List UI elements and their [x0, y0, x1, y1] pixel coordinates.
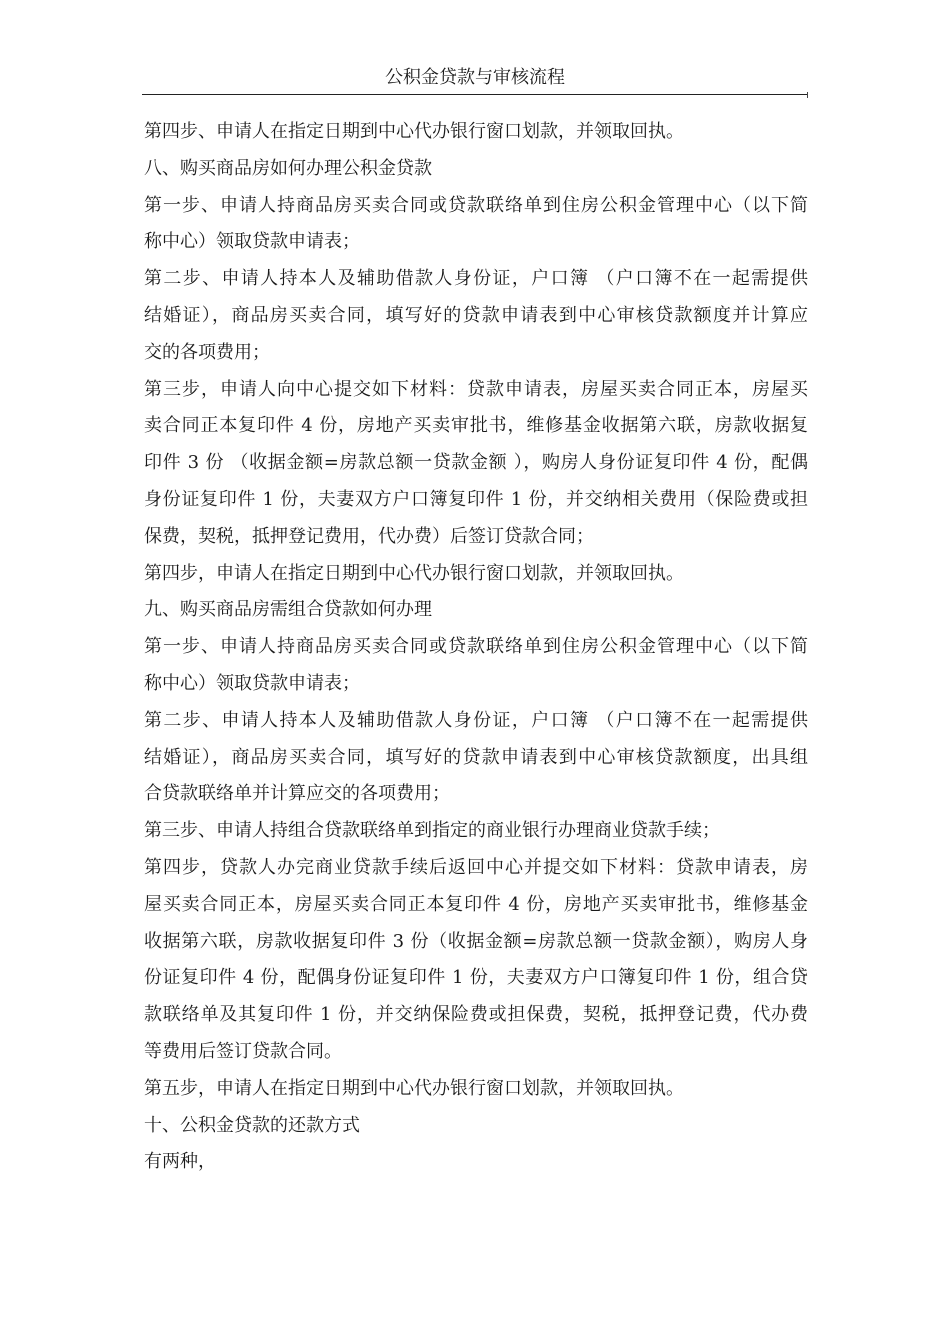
text-line: 十、公积金贷款的还款方式 — [144, 1114, 360, 1136]
text-line: 九、购买商品房需组合贷款如何办理 — [144, 599, 432, 621]
text-line: 第二步、申请人持本人及辅助借款人身份证，户口簿 （户口簿不在一起需提供 — [144, 268, 808, 290]
text-line: 第一步、申请人持商品房买卖合同或贷款联络单到住房公积金管理中心（以下简 — [144, 636, 808, 658]
text-line: 收据第六联，房款收据复印件 3 份（收据金额=房款总额一贷款金额），购房人身 — [144, 930, 808, 952]
text-line: 第四步，贷款人办完商业贷款手续后返回中心并提交如下材料：贷款申请表，房 — [144, 856, 808, 878]
page-header-title: 公积金贷款与审核流程 — [385, 67, 565, 88]
header-divider-tick — [807, 92, 808, 98]
text-line: 交的各项费用； — [144, 341, 270, 363]
text-line: 第二步、申请人持本人及辅助借款人身份证，户口簿 （户口簿不在一起需提供 — [144, 709, 808, 731]
text-line: 等费用后签订贷款合同。 — [144, 1040, 342, 1062]
text-line: 第一步、申请人持商品房买卖合同或贷款联络单到住房公积金管理中心（以下简 — [144, 194, 808, 216]
header-divider — [142, 94, 808, 95]
text-line: 称中心）领取贷款申请表； — [144, 231, 360, 253]
text-line: 份证复印件 4 份，配偶身份证复印件 1 份，夫妻双方户口簿复印件 1 份，组合贷 — [144, 967, 808, 989]
text-line: 第五步，申请人在指定日期到中心代办银行窗口划款，并领取回执。 — [144, 1077, 684, 1099]
text-line: 第四步、申请人在指定日期到中心代办银行窗口划款，并领取回执。 — [144, 121, 684, 142]
text-line: 第三步，申请人向中心提交如下材料：贷款申请表，房屋买卖合同正本，房屋买 — [144, 378, 808, 400]
text-line: 印件 3 份 （收据金额=房款总额一贷款金额 ），购房人身份证复印件 4 份，配偶 — [144, 452, 808, 474]
document-body — [144, 114, 808, 1181]
text-line: 有两种， — [144, 1151, 216, 1173]
text-line: 第四步，申请人在指定日期到中心代办银行窗口划款，并领取回执。 — [144, 562, 684, 584]
text-line: 结婚证），商品房买卖合同，填写好的贷款申请表到中心审核贷款额度，出具组 — [144, 746, 808, 768]
text-line: 合贷款联络单并计算应交的各项费用； — [144, 783, 450, 805]
text-line: 身份证复印件 1 份，夫妻双方户口簿复印件 1 份，并交纳相关费用（保险费或担 — [144, 488, 808, 510]
text-line: 款联络单及其复印件 1 份，并交纳保险费或担保费，契税，抵押登记费，代办费 — [144, 1004, 808, 1026]
text-line: 八、购买商品房如何办理公积金贷款 — [144, 157, 432, 179]
text-line: 第三步、申请人持组合贷款联络单到指定的商业银行办理商业贷款手续； — [144, 820, 720, 842]
text-line: 屋买卖合同正本，房屋买卖合同正本复印件 4 份，房地产买卖审批书，维修基金 — [144, 893, 808, 915]
text-line: 卖合同正本复印件 4 份，房地产买卖审批书，维修基金收据第六联，房款收据复 — [144, 415, 808, 437]
text-line: 称中心）领取贷款申请表； — [144, 672, 360, 694]
text-line: 保费，契税，抵押登记费用，代办费）后签订贷款合同； — [144, 525, 594, 547]
text-line: 结婚证），商品房买卖合同，填写好的贷款申请表到中心审核贷款额度并计算应 — [144, 304, 808, 326]
